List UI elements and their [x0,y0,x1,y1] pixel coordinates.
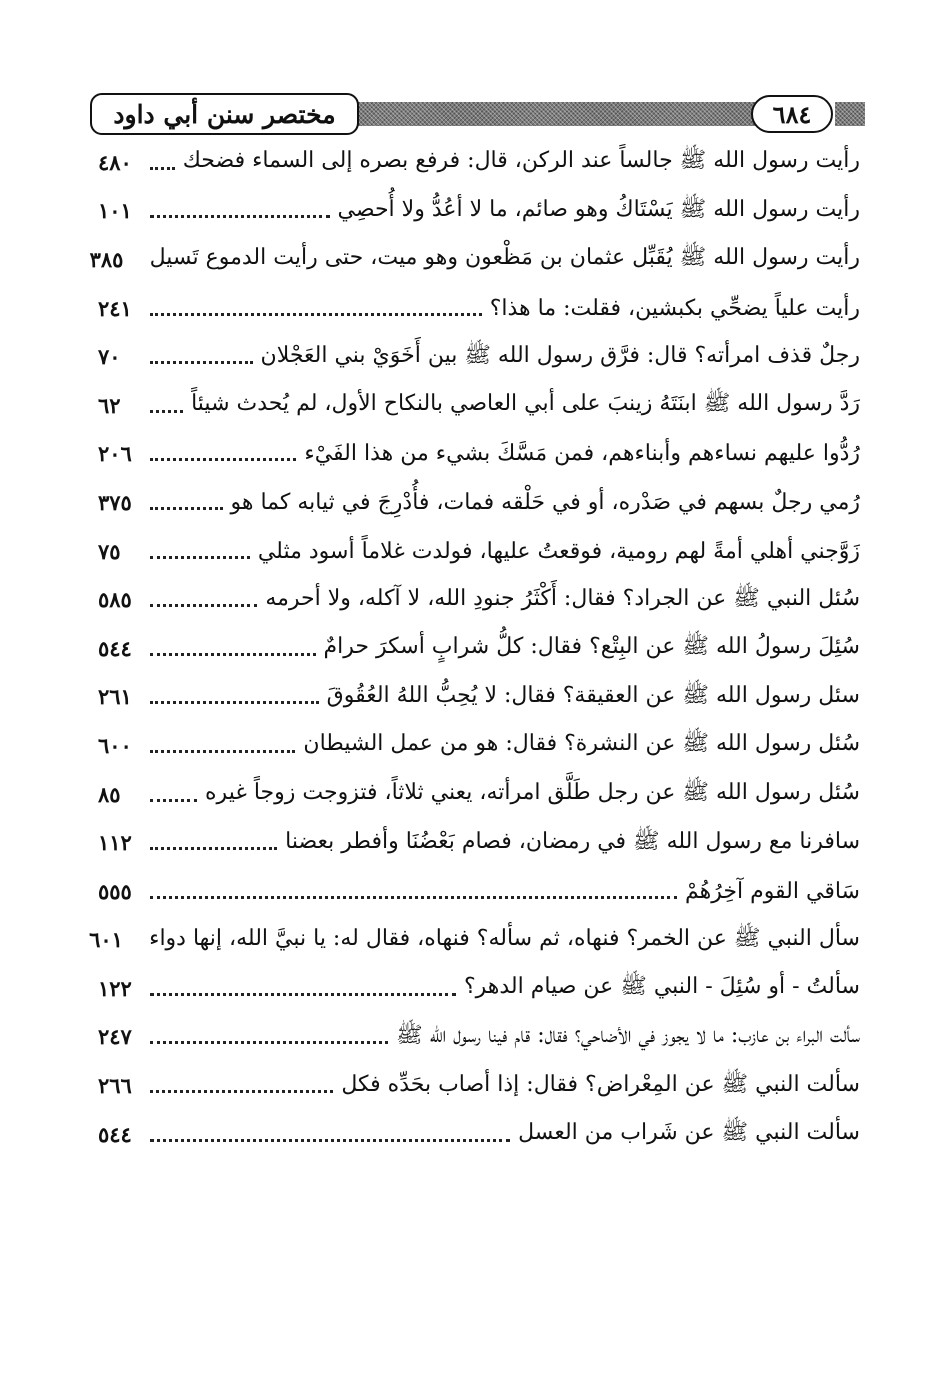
index-entry [98,1061,860,1110]
index-entry [98,624,860,673]
entry-text: رُمي رجلٌ بسهم في صَدْره، أو في حَلْقه فمات، فأُدْرِجَ في ثيابه كما هو [230,489,860,515]
index-entry [98,284,860,333]
header-hatched-band [358,102,795,126]
dot-leader [150,215,330,218]
entry-page-number: ٥٥٥ [98,878,132,904]
entry-text: سألت البراء بن عازب: ما لا يجوز في الأضاحي؟ فقال: قام فينا رسول الله ﷺ [396,1022,860,1048]
entry-page-number: ٧٠ [98,344,121,370]
index-entry [98,721,860,770]
index-entry [98,673,860,722]
entry-text: رأيت علياً يضحِّي بكبشين، فقلت: ما هذا؟ [489,295,860,321]
entry-text: سألت النبي ﷺ عن المِعْراض؟ فقال: إذا أصاب بحَدِّه فكل [341,1071,860,1097]
entry-page-number: ٧٥ [98,538,121,564]
entry-text: سُئل رسول الله ﷺ عن رجل طَلَّق امرأته، يعني ثلاثاً، فتزوجت زوجاً غيره [205,780,860,806]
entry-text: سألتُ - أو سُئِلَ - النبي ﷺ عن صيام الدهر؟ [463,974,860,1000]
index-entry [89,235,860,284]
entry-page-number: ٨٥ [98,781,121,807]
index-entry [98,575,860,624]
index-entry [98,1110,860,1159]
index-entry [98,430,860,479]
dot-leader [150,507,223,510]
entry-text: سُئِلَ رسولُ الله ﷺ عن البِتْع؟ فقال: كلُّ شرابٍ أسكرَ حرامٌ [323,634,860,660]
entry-page-number: ٥٨٥ [98,587,132,613]
entry-page-number: ٤٨٠ [98,149,132,175]
entry-text: سئل رسول الله ﷺ عن العقيقة؟ فقال: لا يُحِبُّ اللهُ العُقُوقَ [326,682,860,708]
entry-page-number: ١٢٢ [98,975,132,1001]
index-list [89,138,860,1158]
entry-text: رَدَّ رسول الله ﷺ ابنَتَهُ زينبَ على أبي العاصي بالنكاح الأول، لم يُحدث شيئاً [191,391,860,417]
page-header [90,93,865,135]
dot-leader [150,896,677,899]
page-number: ٦٨٤ [751,95,833,133]
entry-text: سُئل النبي ﷺ عن الجراد؟ فقال: أَكْثَرُ جنودِ الله، لا آكله، ولا أحرمه [265,585,860,611]
dot-leader [150,604,257,607]
dot-leader [150,1090,333,1093]
dot-leader [150,1041,388,1044]
entry-page-number: ٢٦٦ [98,1073,132,1099]
entry-text: رجلٌ قذف امرأته؟ قال: فرَّق رسول الله ﷺ بين أَخَوَيْ بني العَجْلان [260,342,860,368]
entry-page-number: ٢٤٧ [98,1024,132,1050]
dot-leader [150,1139,510,1142]
dot-leader [150,410,183,413]
entry-page-number: ٢٦١ [98,684,132,710]
entry-text: رأيت رسول الله ﷺ جالساً عند الركن، قال: فرفع بصره إلى السماء فضحك [182,148,860,174]
entry-page-number: ٢٤١ [98,295,132,321]
index-entry [98,138,860,187]
index-entry [98,818,860,867]
index-entry [98,187,860,236]
dot-leader [150,993,456,996]
index-entry [98,964,860,1013]
entry-text: سُئل رسول الله ﷺ عن النشرة؟ فقال: هو من عمل الشيطان [303,731,860,757]
entry-page-number: ٥٤٤ [98,635,132,661]
index-entry [98,770,860,819]
index-entry [98,478,860,527]
entry-text: زَوَّجني أهلي أمةً لهم رومية، فوقعتُ عليها، فولدت غلاماً أسود مثلي [257,538,860,564]
dot-leader [150,847,277,850]
entry-text: رُدُّوا عليهم نساءهم وأبناءهم، فمن مَسَّكَ بشيء من هذا الفَيْء [304,441,860,467]
index-entry [98,381,860,430]
index-entry [98,332,860,381]
entry-page-number: ٦٠٠ [98,732,132,758]
index-entry [98,867,860,916]
entry-page-number: ٦٢ [98,392,121,418]
dot-leader [150,167,175,170]
index-entry [98,527,860,576]
entry-text: سَاقي القوم آخِرُهُمْ [684,878,860,904]
dot-leader [150,458,296,461]
dot-leader [150,799,197,802]
entry-page-number: ٢٠٦ [98,441,132,467]
entry-text: رأيت رسول الله ﷺ يُقَبِّل عثمان بن مَظْعون وهو ميت، حتى رأيت الدموع تَسيل [149,245,860,271]
dot-leader [150,313,482,316]
entry-text: سافرنا مع رسول الله ﷺ في رمضان، فصام بَعْضُنَا وأفطر بعضنا [285,828,860,854]
entry-page-number: ١١٢ [98,830,132,856]
entry-text: رأيت رسول الله ﷺ يَسْتَاكُ وهو صائم، ما لا أعُدُّ ولا أُحصِي [337,196,860,222]
dot-leader [150,653,316,656]
entry-page-number: ٣٨٥ [89,246,124,272]
dot-leader [150,750,295,753]
header-hatched-endcap [835,102,865,126]
index-entry [89,916,860,965]
dot-leader [150,701,319,704]
index-entry [98,1013,860,1062]
entry-page-number: ٣٧٥ [98,489,132,515]
dot-leader [150,361,253,364]
entry-text: سأل النبي ﷺ عن الخمر؟ فنهاه، ثم سأله؟ فنهاه، فقال له: يا نبيَّ الله، إنها دواء [149,925,860,951]
entry-page-number: ١٠١ [98,198,132,224]
entry-page-number: ٦٠١ [89,927,123,953]
book-title: مختصر سنن أبي داود [90,93,359,135]
dot-leader [150,556,250,559]
entry-text: سألت النبي ﷺ عن شَراب من العسل [518,1120,860,1146]
entry-page-number: ٥٤٤ [98,1121,132,1147]
